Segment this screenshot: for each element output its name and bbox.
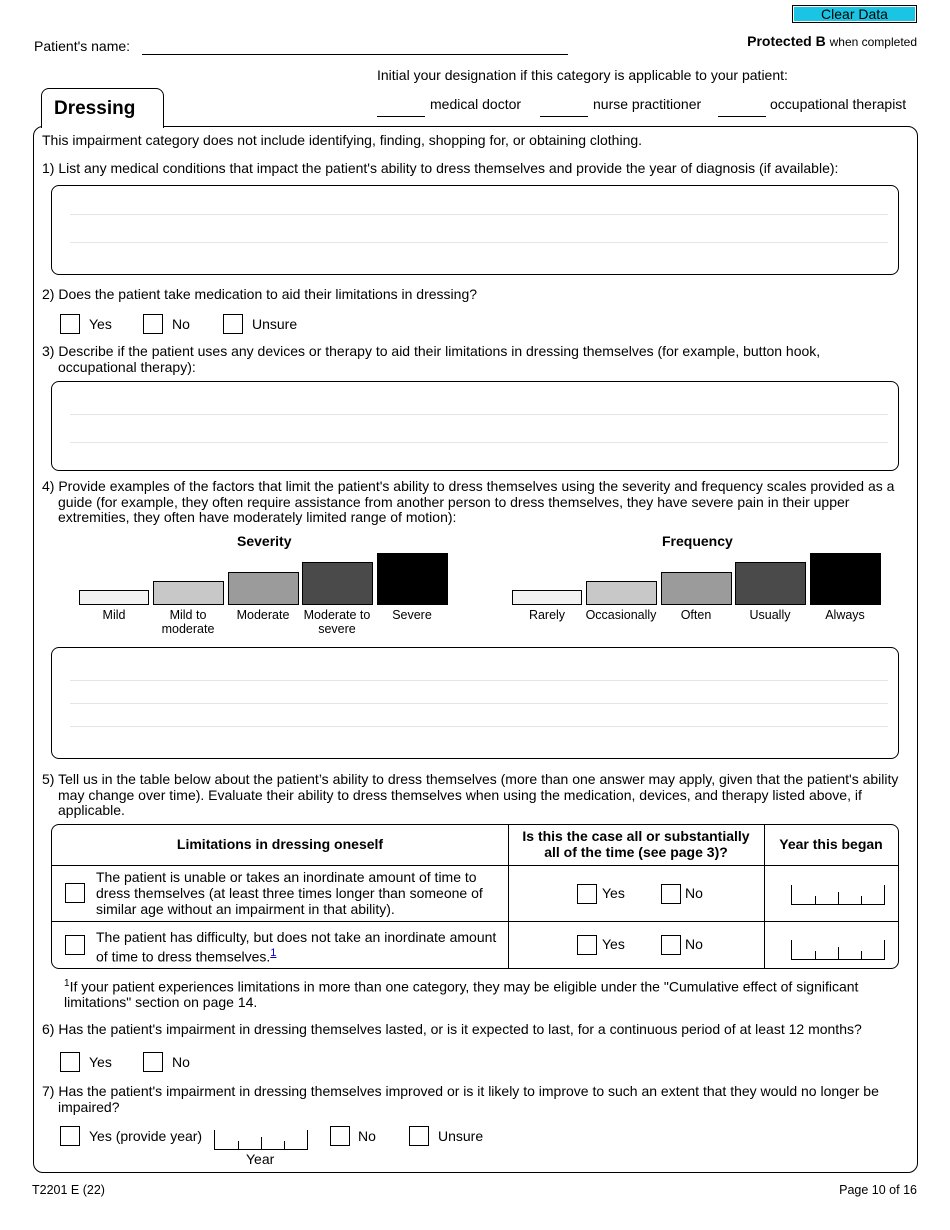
q2-unsure-label: Unsure (252, 316, 298, 332)
frequency-label-rarely: Rarely (528, 608, 566, 622)
q6-no-label: No (172, 1054, 190, 1070)
row2-limitation-checkbox[interactable] (65, 935, 85, 955)
q1-textarea[interactable] (51, 185, 899, 275)
page-number: Page 10 of 16 (839, 1183, 917, 1197)
row2-limitation-text-body: The patient has difficulty, but does not take an inordinate amount of time to dress themselves. (96, 929, 497, 965)
footnote-mark: 1 (64, 978, 70, 989)
row2-no-checkbox[interactable] (661, 935, 681, 955)
protected-notice (747, 33, 917, 49)
row2-no-label: No (685, 936, 703, 952)
q3-textarea[interactable] (51, 381, 899, 471)
frequency-label-always: Always (825, 608, 865, 622)
severity-label-mild-to-moderate: Mild to moderate (161, 608, 215, 636)
question-4: 4) Provide examples of the factors that limit the patient's ability to dress themselves using the severity and frequency scales provided as a guide (for example, they often require assistance from another person to dress themselves, they have severe pain in their upper extremities, they often have moderately limited range of motion): (42, 478, 895, 525)
row1-yes-label: Yes (602, 885, 625, 901)
q2-unsure-checkbox[interactable] (223, 314, 243, 334)
q4-textarea[interactable] (51, 647, 899, 759)
severity-title: Severity (237, 533, 292, 549)
question-1: 1) List any medical conditions that impact the patient's ability to dress themselves and provide the year of diagnosis (if available): (42, 160, 839, 176)
footnote (64, 976, 884, 1011)
footnote-text: If your patient experiences limitations in more than one category, they may be eligible under the "Cumulative effect of significant limitations" section on page 14. (64, 978, 859, 1011)
table-header-year: Year this began (779, 836, 883, 852)
severity-label-mild: Mild (102, 608, 126, 622)
section-intro: This impairment category does not include identifying, finding, shopping for, or obtaining clothing. (42, 132, 643, 148)
row2-yes-checkbox[interactable] (577, 935, 597, 955)
clear-data-button[interactable]: Clear Data (792, 5, 917, 23)
question-6: 6) Has the patient's impairment in dressing themselves lasted, or is it expected to last, for a continuous period of at least 12 months? (42, 1021, 862, 1037)
severity-label-severe: Severe (392, 608, 432, 622)
question-5: 5) Tell us in the table below about the patient’s ability to dress themselves (more than one answer may apply, given that the patient's ability may change over time). Evaluate their ability to dress themselves when using the medication, devices, and therapy listed above, if applicable. (42, 771, 899, 818)
frequency-label-occasionally: Occasionally (585, 608, 657, 622)
severity-label-moderate-to-severe: Moderate to severe (303, 608, 371, 636)
designation-medical-doctor: medical doctor (430, 96, 522, 112)
frequency-label-usually: Usually (749, 608, 791, 622)
table-header-limitations: Limitations in dressing oneself (176, 836, 384, 852)
question-7: 7) Has the patient's impairment in dressing themselves improved or is it likely to improve to such an extent that they would no longer be impaired? (42, 1083, 879, 1115)
severity-bar-mild (79, 590, 149, 605)
initial-field-nurse-practitioner[interactable] (540, 116, 588, 117)
frequency-bar-occasionally (586, 581, 657, 605)
q7-unsure-checkbox[interactable] (409, 1126, 429, 1146)
designation-instruction: Initial your designation if this category is applicable to your patient: (377, 67, 788, 83)
severity-bar-severe (377, 553, 448, 605)
initial-field-occupational-therapist[interactable] (718, 116, 766, 117)
q7-no-checkbox[interactable] (330, 1126, 350, 1146)
table-header-all-time: Is this the case all or substantially all of the time (see page 3)? (522, 828, 750, 860)
frequency-bar-usually (735, 562, 806, 605)
limitations-table (51, 824, 899, 969)
q2-no-label: No (172, 316, 190, 332)
row1-year-field[interactable] (791, 885, 885, 905)
form-id: T2201 E (22) (32, 1183, 105, 1197)
section-tab (41, 88, 164, 128)
patient-name-label: Patient's name: (34, 38, 131, 54)
initial-field-medical-doctor[interactable] (377, 116, 425, 117)
row2-limitation-text (96, 929, 506, 965)
frequency-title: Frequency (662, 533, 733, 549)
section-title: Dressing (54, 98, 136, 119)
row1-no-label: No (685, 885, 703, 901)
q7-year-label: Year (246, 1151, 275, 1167)
row2-yes-label: Yes (602, 936, 625, 952)
protected-when-label: when completed (829, 35, 917, 49)
frequency-bar-rarely (512, 590, 582, 605)
patient-name-field[interactable] (142, 54, 568, 55)
q7-unsure-label: Unsure (438, 1128, 484, 1144)
row2-year-field[interactable] (791, 940, 885, 960)
designation-occupational-therapist: occupational therapist (770, 96, 907, 112)
severity-bar-moderate-to-severe (302, 562, 373, 605)
row1-limitation-checkbox[interactable] (65, 883, 85, 903)
question-2: 2) Does the patient take medication to aid their limitations in dressing? (42, 286, 478, 302)
designation-nurse-practitioner: nurse practitioner (593, 96, 702, 112)
q2-yes-label: Yes (89, 316, 112, 332)
q6-yes-label: Yes (89, 1054, 112, 1070)
q7-yes-checkbox[interactable] (60, 1126, 80, 1146)
frequency-label-often: Often (680, 608, 712, 622)
q7-yes-label: Yes (provide year) (89, 1128, 203, 1144)
frequency-bar-often (661, 572, 732, 605)
protected-b-label: Protected B (747, 33, 826, 49)
row1-no-checkbox[interactable] (661, 884, 681, 904)
q7-year-field[interactable] (214, 1130, 308, 1150)
q6-no-checkbox[interactable] (143, 1052, 163, 1072)
severity-label-moderate: Moderate (236, 608, 290, 622)
severity-bar-mild-to-moderate (153, 581, 224, 605)
frequency-bar-always (810, 553, 881, 605)
severity-bar-moderate (228, 572, 299, 605)
question-3: 3) Describe if the patient uses any devices or therapy to aid their limitations in dressing themselves (for example, button hook, occupational therapy): (42, 343, 821, 375)
q7-no-label: No (358, 1128, 376, 1144)
row1-yes-checkbox[interactable] (577, 884, 597, 904)
q6-yes-checkbox[interactable] (60, 1052, 80, 1072)
footnote-1-link[interactable]: 1 (270, 947, 277, 959)
q2-yes-checkbox[interactable] (60, 314, 80, 334)
row1-limitation-text: The patient is unable or takes an inordinate amount of time to dress themselves (at least three times longer than someone of similar age without an impairment in that ability). (96, 869, 483, 917)
q2-no-checkbox[interactable] (143, 314, 163, 334)
